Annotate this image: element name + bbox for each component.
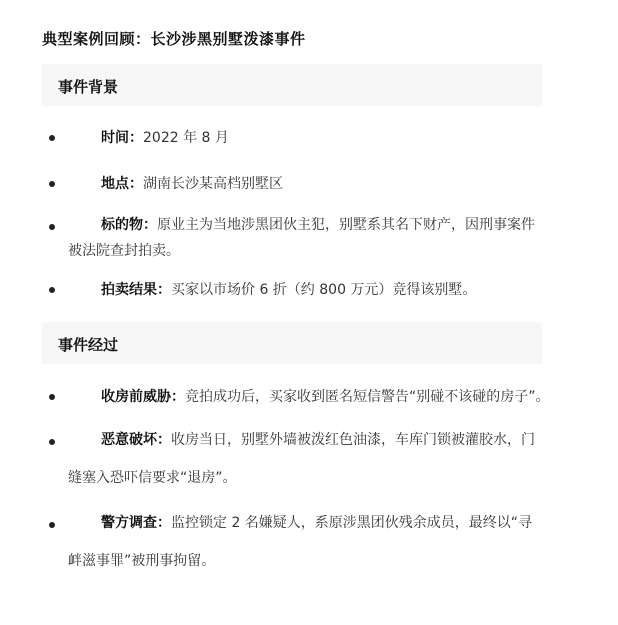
bullet-icon [49,522,55,528]
item-text: 收房当日，别墅外墙被泼红色油漆，车库门锁被灌胶水，门 [171,432,535,448]
bullet-icon [49,287,55,293]
item-label: 标的物： [101,217,157,233]
list-item-line [68,512,548,534]
item-label: 地点： [101,176,143,192]
item-label: 拍卖结果： [101,282,171,298]
article-title: 典型案例回顾：长沙涉黑别墅泼漆事件 [42,30,306,48]
list-item-damage [68,429,548,487]
item-text: 2022 年 8 月 [143,130,229,146]
section-heading-process: 事件经过 [58,336,119,354]
list-item-time [68,127,548,147]
list-item-line [68,214,548,236]
list-item-line [68,550,548,570]
list-item-location [68,173,548,193]
item-text: 买家以市场价 6 折（约 800 万元）竞得该别墅。 [171,282,477,298]
item-text: 竞拍成功后，买家收到匿名短信警告“别碰不该碰的房子”。 [185,389,550,405]
list-item-line [68,467,548,487]
list-item-investigation [68,512,548,570]
section-heading-background: 事件背景 [58,78,119,96]
item-text-continued: 衅滋事罪”被刑事拘留。 [68,553,216,569]
list-item-auction-result [68,279,548,299]
bullet-icon [49,135,55,141]
bullet-icon [49,224,55,230]
item-text: 原业主为当地涉黑团伙主犯，别墅系其名下财产，因刑事案件 [157,217,535,233]
bullet-icon [49,181,55,187]
list-item-subject [68,214,548,260]
list-item-line [68,127,548,147]
item-text: 湖南长沙某高档别墅区 [143,176,283,192]
item-text-continued: 缝塞入恐吓信要求“退房”。 [68,470,237,486]
bullet-icon [49,439,55,445]
list-item-line [68,240,548,260]
item-text: 监控锁定 2 名嫌疑人，系原涉黑团伙残余成员，最终以“寻 [171,515,533,531]
item-label: 时间： [101,130,143,146]
list-item-line [68,279,548,299]
item-label: 警方调查： [101,515,171,531]
item-label: 恶意破坏： [101,432,171,448]
item-text-continued: 被法院查封拍卖。 [68,243,180,259]
list-item-threat [68,386,548,406]
list-item-line [68,429,548,451]
list-item-line [68,173,548,193]
bullet-icon [49,394,55,400]
list-item-line [68,386,548,406]
item-label: 收房前威胁： [101,389,185,405]
